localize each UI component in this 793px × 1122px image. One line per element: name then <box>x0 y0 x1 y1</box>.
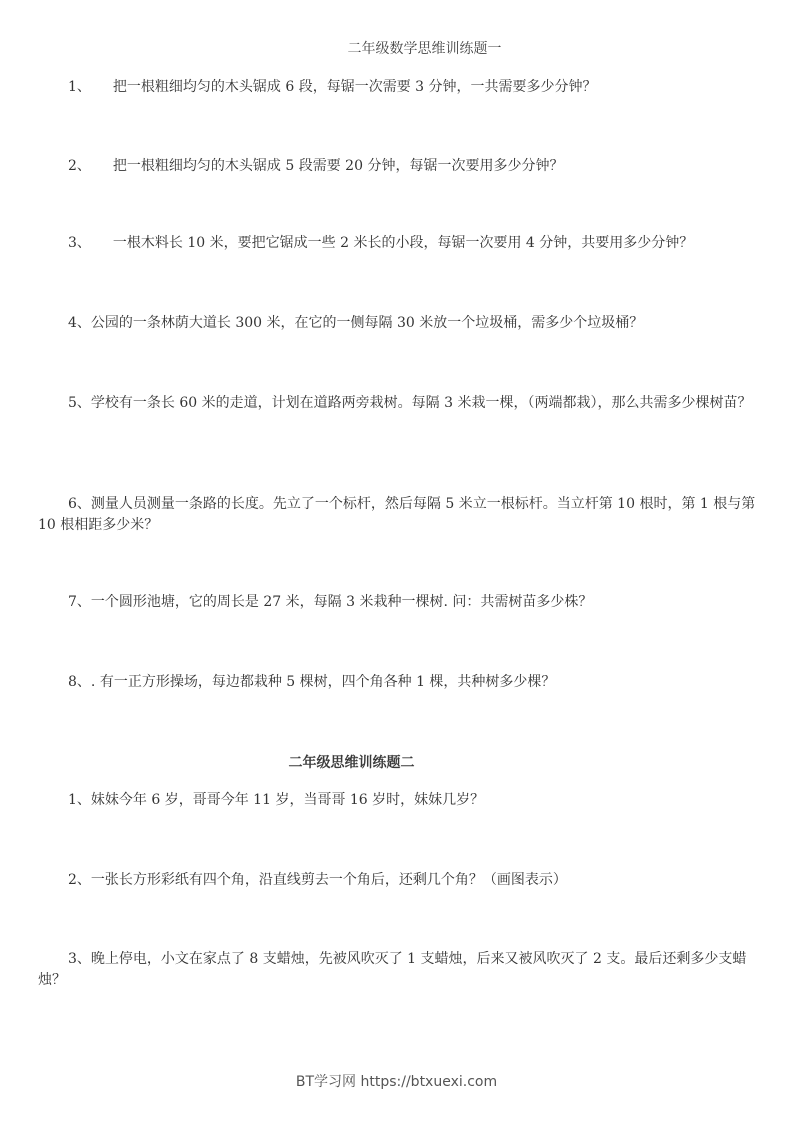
question-number: 8、 <box>68 674 91 690</box>
question-text: 晚上停电，小文在家点了 8 支蜡烛，先被风吹灭了 1 支蜡烛，后来又被风吹灭了 2 支。最后还剩多少支蜡烛？ <box>38 951 747 988</box>
section-1-title: 二年级数学思维训练题一 <box>347 41 502 57</box>
question-text: 一个圆形池塘，它的周长是 27 米，每隔 3 米栽种一棵树. 问：共需树苗多少株？ <box>90 594 593 610</box>
question-text: 妹妹今年 6 岁，哥哥今年 11 岁，当哥哥 16 岁时，妹妹几岁？ <box>90 792 485 808</box>
question-number: 7、 <box>68 594 91 610</box>
footer-watermark: BT学习网 https://btxuexi.com <box>295 1074 498 1090</box>
question-number: 1、 <box>68 792 91 808</box>
question-text: 公园的一条林荫大道长 300 米，在它的一侧每隔 30 米放一个垃圾桶，需多少个垃圾桶？ <box>90 315 644 331</box>
question-1-7 <box>38 592 760 613</box>
question-2-2 <box>38 870 760 891</box>
question-number: 2、 <box>68 872 91 888</box>
question-number: 3、 <box>68 235 91 251</box>
question-text: 测量人员测量一条路的长度。先立了一个标杆，然后每隔 5 米立一根标杆。当立杆第 10 根时，第 1 根与第 10 根相距多少米？ <box>38 496 756 533</box>
question-number: 1、 <box>68 79 91 95</box>
question-text: . 有一正方形操场，每边都栽种 5 棵树，四个角各种 1 棵，共种树多少棵？ <box>90 674 556 690</box>
question-number: 2、 <box>68 158 91 174</box>
question-text: 一根木料长 10 米，要把它锯成一些 2 米长的小段，每锯一次要用 4 分钟，共要用多少分钟？ <box>112 235 694 251</box>
question-1-4 <box>38 313 760 334</box>
question-number: 4、 <box>68 315 91 331</box>
question-2-1 <box>38 790 760 811</box>
question-2-3 <box>38 949 760 991</box>
question-1-1 <box>38 77 760 98</box>
question-text: 把一根粗细均匀的木头锯成 5 段需要 20 分钟，每锯一次要用多少分钟？ <box>112 158 564 174</box>
question-text: 把一根粗细均匀的木头锯成 6 段，每锯一次需要 3 分钟，一共需要多少分钟？ <box>112 79 597 95</box>
question-1-6 <box>38 494 760 536</box>
question-1-8 <box>38 672 760 693</box>
question-1-5 <box>38 393 760 414</box>
question-number: 3、 <box>68 951 91 967</box>
question-text: 学校有一条长 60 米的走道，计划在道路两旁栽树。每隔 3 米栽一棵，（两端都栽），那么共需多少棵树苗？ <box>90 395 752 411</box>
question-text: 一张长方形彩纸有四个角，沿直线剪去一个角后，还剩几个角？（画图表示） <box>90 872 567 888</box>
question-1-3 <box>38 233 760 254</box>
section-2-title: 二年级思维训练题二 <box>288 755 415 771</box>
question-number: 6、 <box>68 496 91 512</box>
question-number: 5、 <box>68 395 91 411</box>
question-1-2 <box>38 156 760 177</box>
